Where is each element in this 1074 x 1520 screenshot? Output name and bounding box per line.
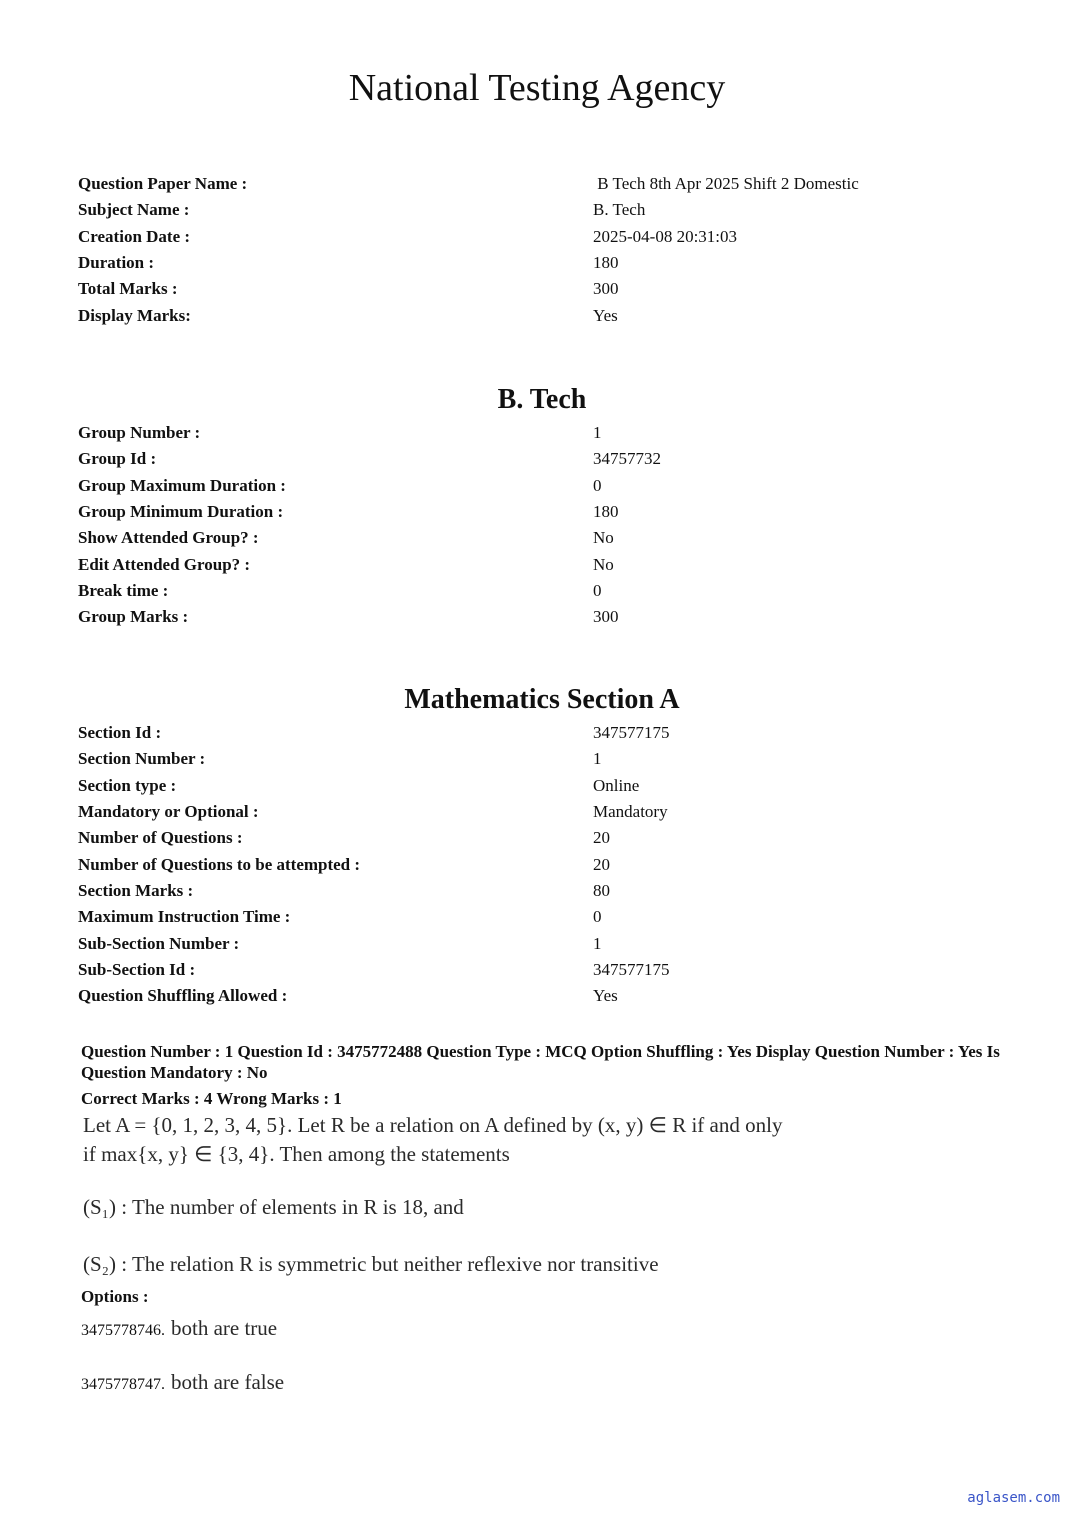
info-value: 347577175	[593, 959, 670, 979]
info-value: Mandatory	[593, 802, 668, 822]
info-value: 1	[593, 933, 602, 953]
section-info-table	[78, 720, 978, 1009]
info-row	[78, 773, 978, 799]
statement-s2: (S₂) : The relation R is symmetric but neither reflexive nor transitive	[83, 1252, 659, 1276]
info-row	[78, 197, 978, 223]
info-label: Group Marks :	[78, 607, 189, 627]
info-label: Number of Questions to be attempted :	[78, 854, 361, 874]
info-value: 20	[593, 828, 610, 848]
info-label: Duration :	[78, 253, 155, 273]
info-row	[78, 720, 978, 746]
info-label: Group Number :	[78, 423, 201, 443]
options-label: Options :	[81, 1287, 149, 1306]
info-value: Yes	[593, 305, 618, 325]
info-label: Creation Date :	[78, 226, 191, 246]
info-value: 34757732	[593, 449, 661, 469]
info-label: Question Paper Name :	[78, 174, 248, 194]
info-label: Number of Questions :	[78, 828, 243, 848]
info-label: Sub-Section Id :	[78, 959, 196, 979]
info-label: Total Marks :	[78, 279, 178, 299]
footer-watermark: aglasem.com	[967, 1490, 1060, 1506]
section-heading: Mathematics Section A	[404, 684, 680, 715]
question-meta: Question Number : 1 Question Id : 3475772488 Question Type : MCQ Option Shuffling : Yes Display Question Number : Yes Is Question Mandatory : No	[81, 1042, 1000, 1082]
info-value: B. Tech	[593, 200, 646, 220]
info-label: Group Id :	[78, 449, 157, 469]
page-title: National Testing Agency	[348, 67, 726, 109]
info-row	[78, 799, 978, 825]
info-value: No	[593, 554, 614, 574]
info-label: Maximum Instruction Time :	[78, 907, 291, 927]
info-row	[78, 904, 978, 930]
info-label: Sub-Section Number :	[78, 933, 240, 953]
info-row	[78, 302, 978, 328]
info-label: Section Marks :	[78, 880, 194, 900]
info-label: Show Attended Group? :	[78, 528, 259, 548]
info-row	[78, 825, 978, 851]
info-label: Section Number :	[78, 749, 206, 769]
info-label: Subject Name :	[78, 200, 190, 220]
info-label: Question Shuffling Allowed :	[78, 986, 288, 1006]
info-label: Section Id :	[78, 723, 162, 743]
info-value: 0	[593, 475, 602, 495]
info-row	[78, 171, 978, 197]
info-row	[78, 276, 978, 302]
info-label: Section type :	[78, 775, 177, 795]
info-value: 0	[593, 580, 602, 600]
info-label: Display Marks:	[78, 305, 191, 325]
info-value: 2025-04-08 20:31:03	[593, 226, 738, 246]
question-text-line-1: Let A = {0, 1, 2, 3, 4, 5}. Let R be a relation on A defined by (x, y) ∈ R if and only	[83, 1113, 783, 1137]
info-value: 347577175	[593, 723, 670, 743]
info-value: No	[593, 528, 614, 548]
info-row	[78, 746, 978, 772]
info-row	[78, 446, 978, 472]
info-value: 80	[593, 880, 610, 900]
info-row	[78, 851, 978, 877]
info-label: Edit Attended Group? :	[78, 554, 251, 574]
info-value: 300	[593, 279, 619, 299]
statement-s1: (S₁) : The number of elements in R is 18, and	[83, 1195, 464, 1219]
info-value: 0	[593, 907, 602, 927]
info-label: Mandatory or Optional :	[78, 802, 259, 822]
info-value: 1	[593, 749, 602, 769]
option-id: 3475778746.	[81, 1322, 165, 1339]
info-value: 20	[593, 854, 610, 874]
info-row	[78, 473, 978, 499]
info-value: 1	[593, 423, 602, 443]
info-row	[78, 578, 978, 604]
info-value: Yes	[593, 986, 618, 1006]
info-row	[78, 878, 978, 904]
info-row	[78, 604, 978, 630]
info-row	[78, 930, 978, 956]
info-row	[78, 983, 978, 1009]
info-value: 180	[593, 502, 619, 522]
info-value: B Tech 8th Apr 2025 Shift 2 Domestic	[593, 174, 859, 194]
info-label: Break time :	[78, 580, 169, 600]
info-row	[78, 499, 978, 525]
info-row	[78, 420, 978, 446]
info-value: Online	[593, 775, 640, 795]
group-info-table	[78, 420, 978, 630]
question-marks: Correct Marks : 4 Wrong Marks : 1	[81, 1089, 342, 1108]
option-item	[81, 1370, 284, 1395]
group-heading: B. Tech	[497, 384, 587, 415]
info-value: 300	[593, 607, 619, 627]
option-item	[81, 1316, 277, 1341]
option-text: both are true	[171, 1316, 278, 1340]
info-label: Group Maximum Duration :	[78, 475, 286, 495]
option-text: both are false	[171, 1370, 285, 1394]
info-row	[78, 224, 978, 250]
info-label: Group Minimum Duration :	[78, 502, 284, 522]
question-text-line-2: if max{x, y} ∈ {3, 4}. Then among the statements	[83, 1142, 510, 1166]
info-row	[78, 957, 978, 983]
info-row	[78, 525, 978, 551]
info-row	[78, 551, 978, 577]
option-id: 3475778747.	[81, 1376, 165, 1393]
info-row	[78, 250, 978, 276]
info-value: 180	[593, 253, 619, 273]
paper-info-table	[78, 171, 978, 329]
